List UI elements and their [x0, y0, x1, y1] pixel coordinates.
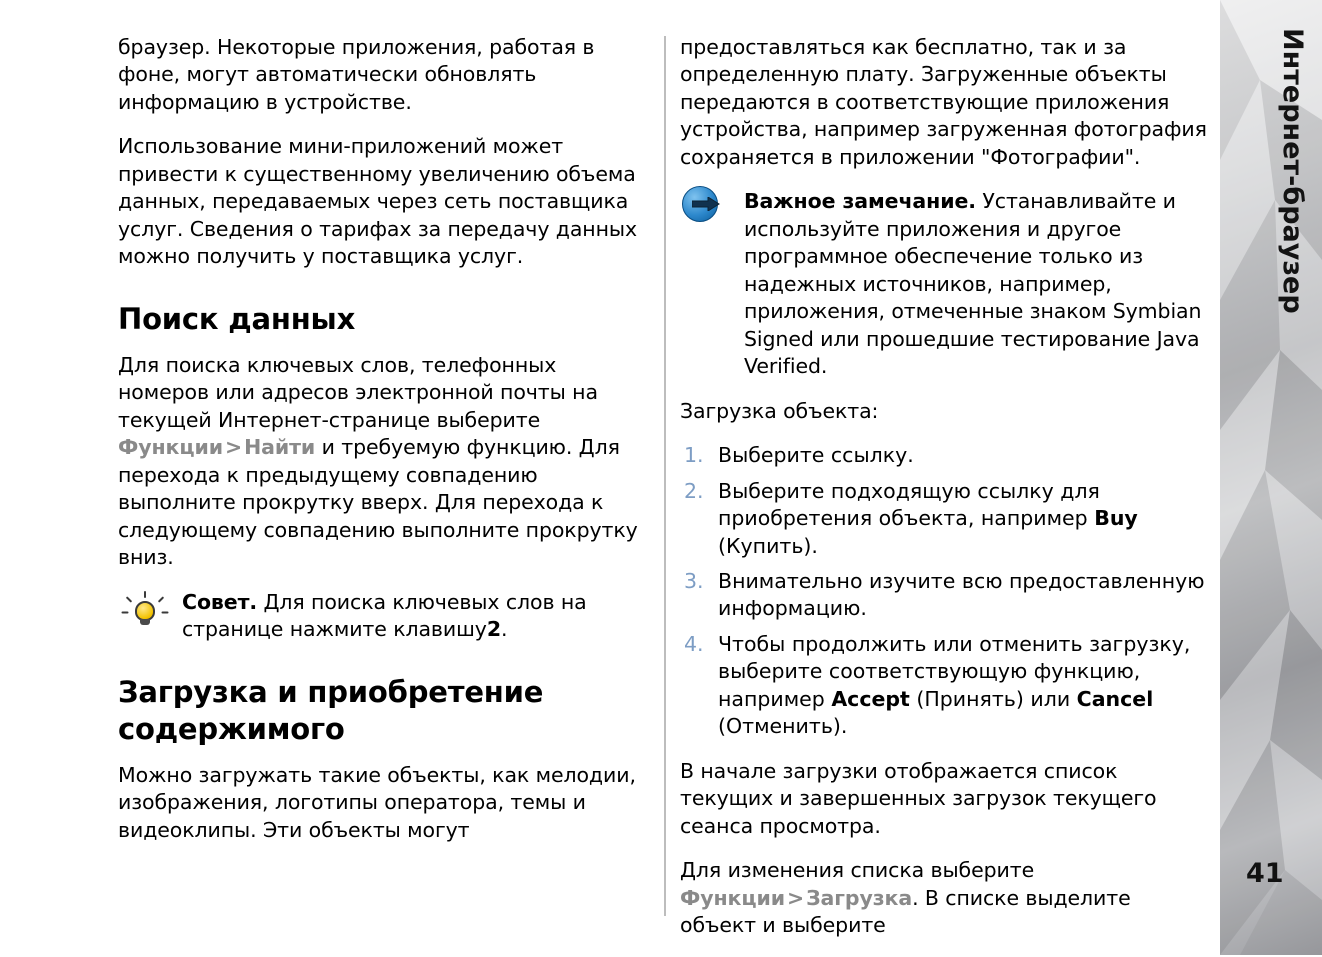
page-number: 41 [1246, 858, 1284, 889]
menu-separator: > [225, 435, 243, 460]
step4-text-part1: Чтобы продолжить или отменить загрузку, выберите соответствующую функцию, например [718, 631, 1191, 711]
chapter-title: Интернет-браузер [1277, 28, 1308, 314]
tip-text-part1: Для поиска ключевых слов на странице нажмите клавишу [182, 589, 587, 642]
list-item [680, 478, 1210, 560]
heading-search-data: Поиск данных [118, 301, 356, 336]
menu-separator-2: > [787, 885, 805, 910]
menu-find-label: Найти [244, 435, 316, 460]
important-note-text [744, 188, 1210, 380]
step1-text: Выберите ссылку. [718, 443, 914, 468]
list-item [680, 442, 1210, 469]
step2-text-part1: Выберите подходящую ссылку для приобретения объекта, например [718, 478, 1100, 531]
search-text-part1: Для поиска ключевых слов, телефонных номеров или адресов электронной почты на текущей Интернет-странице выберите [118, 352, 598, 432]
list-item [680, 568, 1210, 623]
paragraph-downloadable-items: Можно загружать такие объекты, как мелодии, изображения, логотипы оператора, темы и видеоклипы. Эти объекты могут [118, 762, 636, 842]
blue-arrow-icon [680, 184, 726, 228]
paragraph-continuation: браузер. Некоторые приложения, работая в фоне, могут автоматически обновлять информацию в устройстве. [118, 35, 595, 114]
menu-options-label-2: Функции [680, 885, 785, 910]
paragraph-download-list-info: В начале загрузки отображается список текущих и завершенных загрузок текущего сеанса просмотра. [680, 758, 1157, 838]
step2-text-part2: (Купить). [718, 533, 818, 558]
paragraph-free-or-paid: предоставляться как бесплатно, так и за определенную плату. Загруженные объекты передаются в соответствующие приложения устройства, например загруженная фотография сохраняется в приложении "Фотографии". [680, 35, 1207, 169]
modify-text-part2: . В списке выделите объект и выберите [680, 885, 1131, 938]
important-label: Важное замечание. [744, 189, 976, 214]
paragraph-download-intro: Загрузка объекта: [680, 398, 879, 423]
download-steps-list [680, 442, 1210, 741]
menu-options-label: Функции [118, 435, 223, 460]
tip-key: 2 [486, 617, 502, 642]
step4-text-part2: (Принять) или [909, 686, 1077, 711]
left-column [118, 34, 648, 861]
important-text: Устанавливайте и используйте приложения и другое программное обеспечение только из надежных источников, например, приложения, отмеченные знаком Symbian Signed или прошедшие тестирование Java Verified. [744, 189, 1202, 379]
lightbulb-icon [124, 591, 170, 635]
heading-download-purchase: Загрузка и приобретение содержимого [118, 674, 544, 746]
column-divider [664, 36, 666, 916]
modify-text-part1: Для изменения списка выберите [680, 858, 1035, 883]
step2-bold-buy: Buy [1094, 506, 1138, 531]
menu-download-label: Загрузка [806, 885, 913, 910]
tip-note-text [182, 589, 648, 644]
paragraph-widgets-data: Использование мини-приложений может привести к существенному увеличению объема данных, передаваемых через сеть поставщика услуг. Сведения о тарифах за передачу данных можно получить у поставщика услуг. [118, 134, 638, 269]
step4-bold-cancel: Cancel [1076, 686, 1154, 711]
right-column [680, 34, 1210, 957]
search-text-part2: и требуемую функцию. Для перехода к предыдущему совпадению выполните прокрутку вверх. Для перехода к следующему совпадению выполните прокрутку вниз. [118, 435, 638, 570]
paragraph-search-instructions [118, 352, 648, 572]
tip-label: Совет. [182, 589, 258, 614]
tip-text-part2: . [501, 617, 508, 642]
tip-note [118, 589, 648, 644]
step3-text: Внимательно изучите всю предоставленную информацию. [718, 568, 1205, 621]
list-item [680, 631, 1210, 741]
important-note [680, 188, 1210, 380]
paragraph-modify-list [680, 857, 1210, 939]
step4-bold-accept: Accept [831, 686, 910, 711]
step4-text-part3: (Отменить). [718, 714, 848, 739]
arrow-glyph [692, 197, 720, 211]
chapter-tab [1220, 0, 1322, 955]
